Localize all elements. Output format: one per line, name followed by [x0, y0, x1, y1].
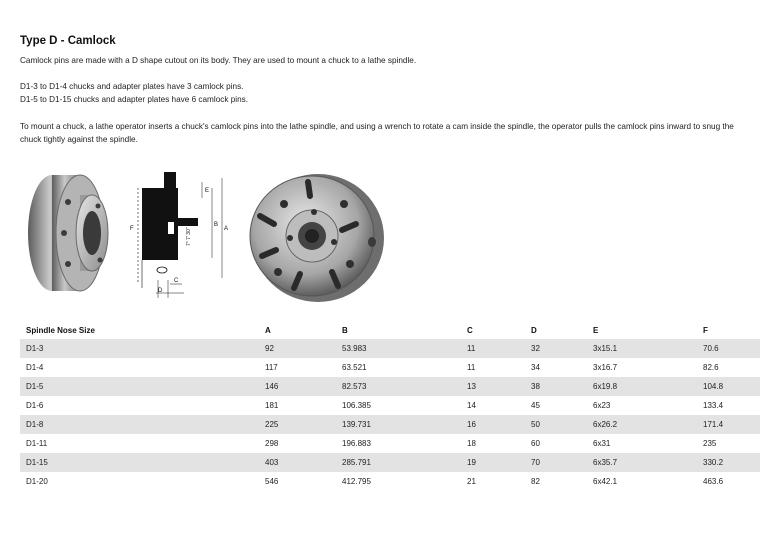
cell-e: 3x16.7 [593, 363, 618, 372]
pin-count-line-2: D1-5 to D1-15 chucks and adapter plates have 6 camlock pins. [20, 95, 249, 104]
mounting-paragraph: To mount a chuck, a lathe operator inserts a chuck's camlock pins into the lathe spindle, and using a wrench to rotate a cam inside the spindle, the operator pulls the camlock pins inward to snug the chuck tightly against the spindle. [20, 122, 734, 144]
cell-f: 70.6 [697, 339, 760, 358]
cell-f: 235 [703, 439, 717, 448]
table-row [20, 358, 760, 377]
cell-size: D1-4 [26, 363, 44, 372]
table-row [20, 339, 760, 358]
chuck-image [238, 168, 388, 308]
table-row [20, 453, 760, 472]
pin-count-line-1: D1-3 to D1-4 chucks and adapter plates have 3 camlock pins. [20, 82, 244, 91]
cell-b: 53.983 [336, 339, 461, 358]
header-b: B [342, 326, 348, 335]
dim-label-d: D [158, 288, 163, 294]
table-row [20, 472, 760, 491]
adapter-plate-image [20, 168, 120, 298]
cell-a: 225 [259, 415, 336, 434]
table-row [20, 415, 760, 434]
header-c: C [467, 326, 473, 335]
cell-f: 330.2 [697, 453, 760, 472]
cell-b: 285.791 [336, 453, 461, 472]
cell-d: 50 [525, 415, 587, 434]
dim-label-f: F [130, 226, 134, 232]
cell-b: 196.883 [342, 439, 371, 448]
cell-c: 14 [467, 401, 476, 410]
header-e: E [593, 326, 599, 335]
cell-e: 6x35.7 [587, 453, 697, 472]
cell-size: D1-3 [20, 339, 259, 358]
cell-size: D1-20 [26, 477, 48, 486]
cell-d: 34 [531, 363, 540, 372]
cell-size: D1-11 [26, 439, 48, 448]
cell-f: 463.6 [703, 477, 724, 486]
cell-c: 16 [461, 415, 525, 434]
cell-a: 546 [265, 477, 279, 486]
cell-a: 92 [259, 339, 336, 358]
header-f: F [703, 326, 708, 335]
table-row [20, 377, 760, 396]
intro-paragraph: Camlock pins are made with a D shape cutout on its body. They are used to mount a chuck to a lathe spindle. [20, 56, 417, 65]
cell-f: 171.4 [697, 415, 760, 434]
cell-b: 63.521 [342, 363, 367, 372]
cell-e: 6x31 [593, 439, 611, 448]
cell-c: 11 [461, 339, 525, 358]
header-spindle-nose-size: Spindle Nose Size [26, 326, 95, 335]
cell-c: 19 [461, 453, 525, 472]
cell-b: 82.573 [336, 377, 461, 396]
dimension-diagram [128, 168, 228, 298]
cell-e: 6x26.2 [587, 415, 697, 434]
cell-d: 45 [531, 401, 540, 410]
figures-row [20, 168, 400, 308]
dim-label-a: A [224, 226, 228, 232]
header-a: A [265, 326, 271, 335]
cell-e: 6x19.8 [587, 377, 697, 396]
dim-label-taper: 7° 7' 30" [186, 227, 192, 246]
cell-e: 3x15.1 [587, 339, 697, 358]
cell-b: 139.731 [336, 415, 461, 434]
cell-a: 146 [259, 377, 336, 396]
cell-f: 82.6 [703, 363, 719, 372]
cell-size: D1-8 [20, 415, 259, 434]
dim-label-b: B [214, 222, 219, 228]
cell-d: 70 [525, 453, 587, 472]
pin-count-paragraph [20, 80, 755, 106]
cell-c: 21 [467, 477, 476, 486]
cell-a: 181 [265, 401, 279, 410]
page-title: Type D - Camlock [20, 35, 116, 47]
cell-d: 38 [525, 377, 587, 396]
cell-a: 403 [259, 453, 336, 472]
header-d: D [531, 326, 537, 335]
cell-d: 60 [531, 439, 540, 448]
cell-c: 13 [461, 377, 525, 396]
cell-b: 412.795 [342, 477, 371, 486]
cell-d: 82 [531, 477, 540, 486]
table-row [20, 396, 760, 415]
cell-e: 6x42.1 [593, 477, 618, 486]
cell-a: 117 [265, 363, 278, 372]
cell-size: D1-15 [20, 453, 259, 472]
cell-f: 133.4 [703, 401, 724, 410]
cell-size: D1-5 [20, 377, 259, 396]
cell-c: 11 [467, 363, 476, 372]
cell-b: 106.385 [342, 401, 371, 410]
spindle-nose-table [20, 322, 760, 491]
cell-e: 6x23 [593, 401, 611, 410]
table-header-row [20, 322, 760, 339]
cell-a: 298 [265, 439, 279, 448]
cell-d: 32 [525, 339, 587, 358]
cell-f: 104.8 [697, 377, 760, 396]
cell-c: 18 [467, 439, 476, 448]
cell-size: D1-6 [26, 401, 44, 410]
dim-label-c: C [174, 278, 179, 284]
dim-label-e: E [205, 188, 210, 194]
table-row [20, 434, 760, 453]
